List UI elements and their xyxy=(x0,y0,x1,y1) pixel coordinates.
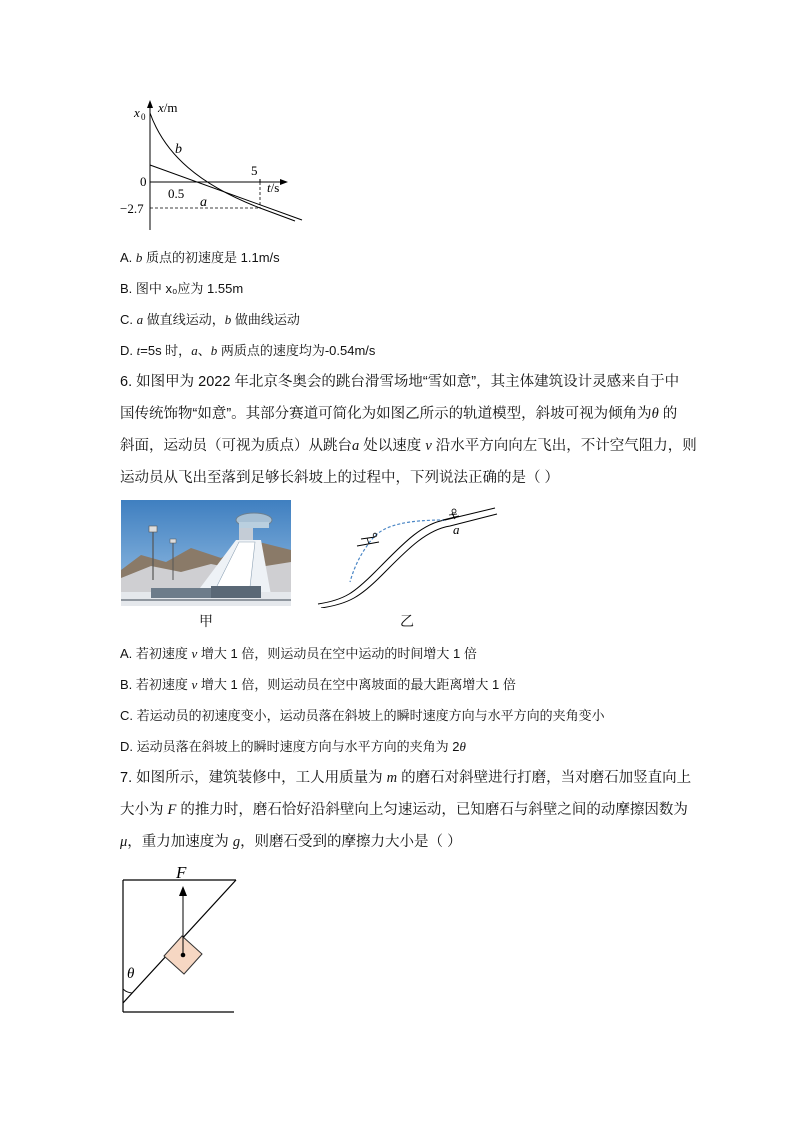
tick-5-label: 5 xyxy=(251,163,258,178)
q5-a-prefix: A. xyxy=(120,250,136,265)
q6-line3-b: 处以速度 xyxy=(359,438,426,454)
q7-line-1 xyxy=(120,762,691,794)
q7-F: F xyxy=(167,802,177,818)
ski-jump-photo xyxy=(121,500,291,606)
q6-theta: θ xyxy=(651,406,659,422)
q5-c-end: 做曲线运动 xyxy=(231,312,300,327)
q5-c-prefix: C. xyxy=(120,312,137,327)
theta-label: θ xyxy=(127,966,135,982)
q6-line-4: 运动员从飞出至落到足够长斜坡上的过程中，下列说法正确的是（ ） xyxy=(120,470,560,486)
q6-line3-c: 沿水平方向向左飞出，不计空气阻力，则 xyxy=(431,438,697,454)
q5-c-var1: a xyxy=(136,312,144,327)
q7-g: g xyxy=(232,834,241,850)
q7-line1-b: 的磨石对斜壁进行打磨，当对磨石加竖直向上 xyxy=(397,770,692,786)
skier-icon-top xyxy=(443,509,459,520)
q6-var-v: v xyxy=(425,438,432,454)
q6-option-d xyxy=(120,738,466,756)
q5-a-var: b xyxy=(135,250,143,265)
q5-d-a: a xyxy=(191,343,198,358)
q5-a-text: 质点的初速度是 1.1m/s xyxy=(142,250,280,265)
q6-a-text: 增大 1 倍，则运动员在空中运动的时间增大 1 倍 xyxy=(197,646,477,661)
q7-line3-b: ，则磨石受到的摩擦力大小是（ ） xyxy=(240,834,462,850)
q7-m: m xyxy=(386,770,398,786)
q6-a-v: v xyxy=(191,646,198,661)
q5-d-var: t xyxy=(136,343,141,358)
q5-d-prefix: D. xyxy=(120,343,137,358)
q6-line-1: 6. 如图甲为 2022 年北京冬奥会的跳台滑雪场地“雪如意”，其主体建筑设计灵感来自于中 xyxy=(120,374,680,390)
q6-var-a: a xyxy=(352,438,360,454)
q6-option-a xyxy=(120,645,477,663)
x-axis-label: x/m xyxy=(158,100,178,115)
point-a-label: a xyxy=(453,522,460,537)
q6-a-pre: A. 若初速度 xyxy=(120,646,192,661)
q6-d-text: D. 运动员落在斜坡上的瞬时速度方向与水平方向的夹角为 2 xyxy=(120,739,460,754)
q6-b-v: v xyxy=(191,677,198,692)
force-arrow-icon xyxy=(179,886,187,896)
t-axis-label: t/s xyxy=(267,180,280,195)
caption-jia: 甲 xyxy=(199,613,213,629)
q5-d-sep: 、 xyxy=(197,343,211,358)
q6-line-2 xyxy=(120,398,677,430)
q6-option-b xyxy=(120,676,516,694)
q7-line-2 xyxy=(120,794,688,826)
q7-line3-a: ，重力加速度为 xyxy=(127,834,233,850)
theta-arc xyxy=(123,989,132,993)
x0-label: x xyxy=(134,105,140,120)
q5-option-a xyxy=(120,249,280,267)
y-axis-arrow-icon xyxy=(147,100,153,108)
q6-b-text: 增大 1 倍，则运动员在空中离坡面的最大距离增大 1 倍 xyxy=(197,677,516,692)
grinding-stone-diagram xyxy=(118,858,243,1018)
q5-option-d xyxy=(120,342,375,360)
q6-line2-b: 的 xyxy=(658,406,678,422)
q5-d-b: b xyxy=(210,343,218,358)
x0-sub: 0 xyxy=(141,112,146,122)
trajectory-dashed xyxy=(350,520,445,582)
tick-05-label: 0.5 xyxy=(168,186,185,201)
q5-option-b: B. 图中 x₀应为 1.55m xyxy=(120,281,244,296)
tick-neg-label: −2.7 xyxy=(120,201,144,216)
q5-option-c xyxy=(120,311,300,329)
q7-line-3 xyxy=(120,826,462,858)
curve-b-label: b xyxy=(175,142,182,157)
q7-mu: μ xyxy=(120,834,128,850)
q6-line3-a: 斜面，运动员（可视为质点）从跳台 xyxy=(120,438,352,454)
q5-c-var2: b xyxy=(224,312,232,327)
track-model-diagram xyxy=(315,502,500,608)
q6-line-3 xyxy=(120,430,697,462)
line-a-label: a xyxy=(200,195,207,210)
q7-line2-a: 大小为 xyxy=(120,802,168,818)
q5-c-mid: 做直线运动， xyxy=(143,312,225,327)
q7-line2-b: 的推力时，磨石恰好沿斜壁向上匀速运动，已知磨石与斜壁之间的动摩擦因数为 xyxy=(176,802,688,818)
q7-line1-a: 7. 如图所示，建筑装修中，工人用质量为 xyxy=(120,770,387,786)
q6-d-theta: θ xyxy=(459,739,466,754)
curve-b xyxy=(150,113,295,221)
q6-b-pre: B. 若初速度 xyxy=(120,677,192,692)
caption-yi: 乙 xyxy=(400,613,414,629)
t-axis-arrow-icon xyxy=(280,179,288,185)
origin-label: 0 xyxy=(140,174,147,189)
q6-line2-a: 国传统饰物“如意”。其部分赛道可简化为如图乙所示的轨道模型，斜坡可视为倾角为 xyxy=(120,406,652,422)
xt-graph xyxy=(120,95,320,235)
q5-d-text1: =5s 时， xyxy=(140,343,192,358)
force-label: F xyxy=(176,863,187,882)
q6-option-c: C. 若运动员的初速度变小，运动员落在斜坡上的瞬时速度方向与水平方向的夹角变小 xyxy=(120,708,605,723)
q5-d-text2: 两质点的速度均为-0.54m/s xyxy=(217,343,376,358)
